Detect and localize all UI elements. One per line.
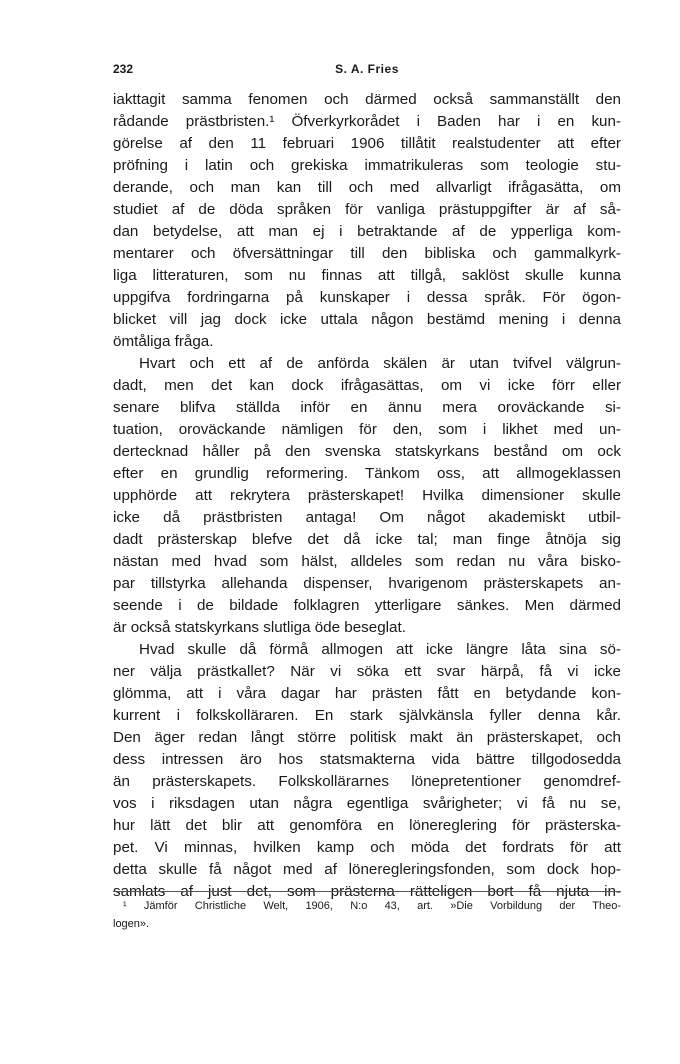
text-line: dess intressen äro hos statsmakterna vida bättre tillgodosedda [113, 751, 621, 768]
text-line: pröfning i latin och grekiska immatrikuleras som teologie stu- [113, 157, 621, 174]
paragraph-end-line: är också statskyrkans slutliga öde beseglat. [113, 619, 406, 636]
text-line: blicket vill jag dock icke uttala någon bestämd mening i denna [113, 311, 621, 328]
text-line: dan betydelse, att man ej i betraktande af de ypperliga kom- [113, 223, 621, 240]
text-line: nästan med hvad som hälst, alldeles som redan nu våra bisko- [113, 553, 621, 570]
text-line: pet. Vi minnas, hvilken kamp och möda det fordrats för att [113, 839, 621, 856]
paragraph-start-line: Hvad skulle då förmå allmogen att icke längre låta sina sö- [139, 641, 621, 658]
text-line: seende i de bildade folklagren ytterligare sänkes. Men därmed [113, 597, 621, 614]
text-line: Den äger redan långt större politisk makt än prästerskapet, och [113, 729, 621, 746]
text-line: rådande prästbristen.¹ Öfverkyrkorådet i Baden har i en kun- [113, 113, 621, 130]
text-line: ner välja prästkallet? När vi söka ett svar härpå, få vi icke [113, 663, 621, 680]
footnote-divider [113, 891, 621, 892]
paragraph-start-line: Hvart och ett af de anförda skälen är utan tvifvel välgrun- [139, 355, 621, 372]
text-line: dadt prästerskap blefve det då icke tal; man finge åtnöja sig [113, 531, 621, 548]
text-line: hur lätt det blir att genomföra en lönereglering för prästerska- [113, 817, 621, 834]
text-line: senare blifva ställda inför en ännu mera oroväckande si- [113, 399, 621, 416]
text-line: efter en grundlig reformering. Tänkom oss, att allmogeklassen [113, 465, 621, 482]
text-line: mentarer och öfversättningar till den bibliska och gammalkyrk- [113, 245, 621, 262]
text-line: liga litteraturen, som nu finnas att tillgå, saklöst skulle kunna [113, 267, 621, 284]
text-line: icke då prästbristen antaga! Om något akademiskt utbil- [113, 509, 621, 526]
text-line: iakttagit samma fenomen och därmed också sammanställt den [113, 91, 621, 108]
text-line: kurrent i folkskolläraren. En stark självkänsla fyller denna kår. [113, 707, 621, 724]
text-line: derande, och man kan till och med allvarligt ifrågasätta, om [113, 179, 621, 196]
text-line: detta skulle få något med af löneregleringsfonden, som dock hop- [113, 861, 621, 878]
text-line: dertecknad håller på den svenska statskyrkans bestånd om ock [113, 443, 621, 460]
running-head [113, 62, 621, 82]
text-line: par tillstyrka allehanda dispenser, hvarigenom prästerskapets an- [113, 575, 621, 592]
footnotes [113, 897, 621, 933]
text-line: upphörde att rekrytera prästerskapet! Hvilka dimensioner skulle [113, 487, 621, 504]
text-line: än prästerskapets. Folkskollärarnes lönepretentioner genomdref- [113, 773, 621, 790]
text-line: studiet af de döda språken för vanliga prästuppgifter är af så- [113, 201, 621, 218]
text-line: samlats af just det, som prästerna rätteligen bort få njuta in- [113, 883, 621, 900]
body-text [113, 89, 621, 903]
page-number: 232 [113, 62, 134, 76]
text-line: uppgifva fordringarna på kunskaper i dessa språk. För ögon- [113, 289, 621, 306]
text-line: dadt, men det kan dock ifrågasättas, om vi icke förr eller [113, 377, 621, 394]
text-line: görelse af den 11 februari 1906 tillåtit realstudenter att efter [113, 135, 621, 152]
running-head-author: S. A. Fries [335, 62, 399, 76]
footnote-line: logen». [113, 918, 150, 930]
text-line: tuation, oroväckande nämligen för den, som i likhet med un- [113, 421, 621, 438]
paragraph-end-line: ömtåliga fråga. [113, 333, 214, 350]
text-line: glömma, att i våra dagar har prästen fått en betydande kon- [113, 685, 621, 702]
text-line: vos i riksdagen utan några egentliga svårigheter; vi få nu se, [113, 795, 621, 812]
footnote-line: ¹ Jämför Christliche Welt, 1906, N:o 43, art. »Die Vorbildung der Theo- [123, 900, 621, 912]
